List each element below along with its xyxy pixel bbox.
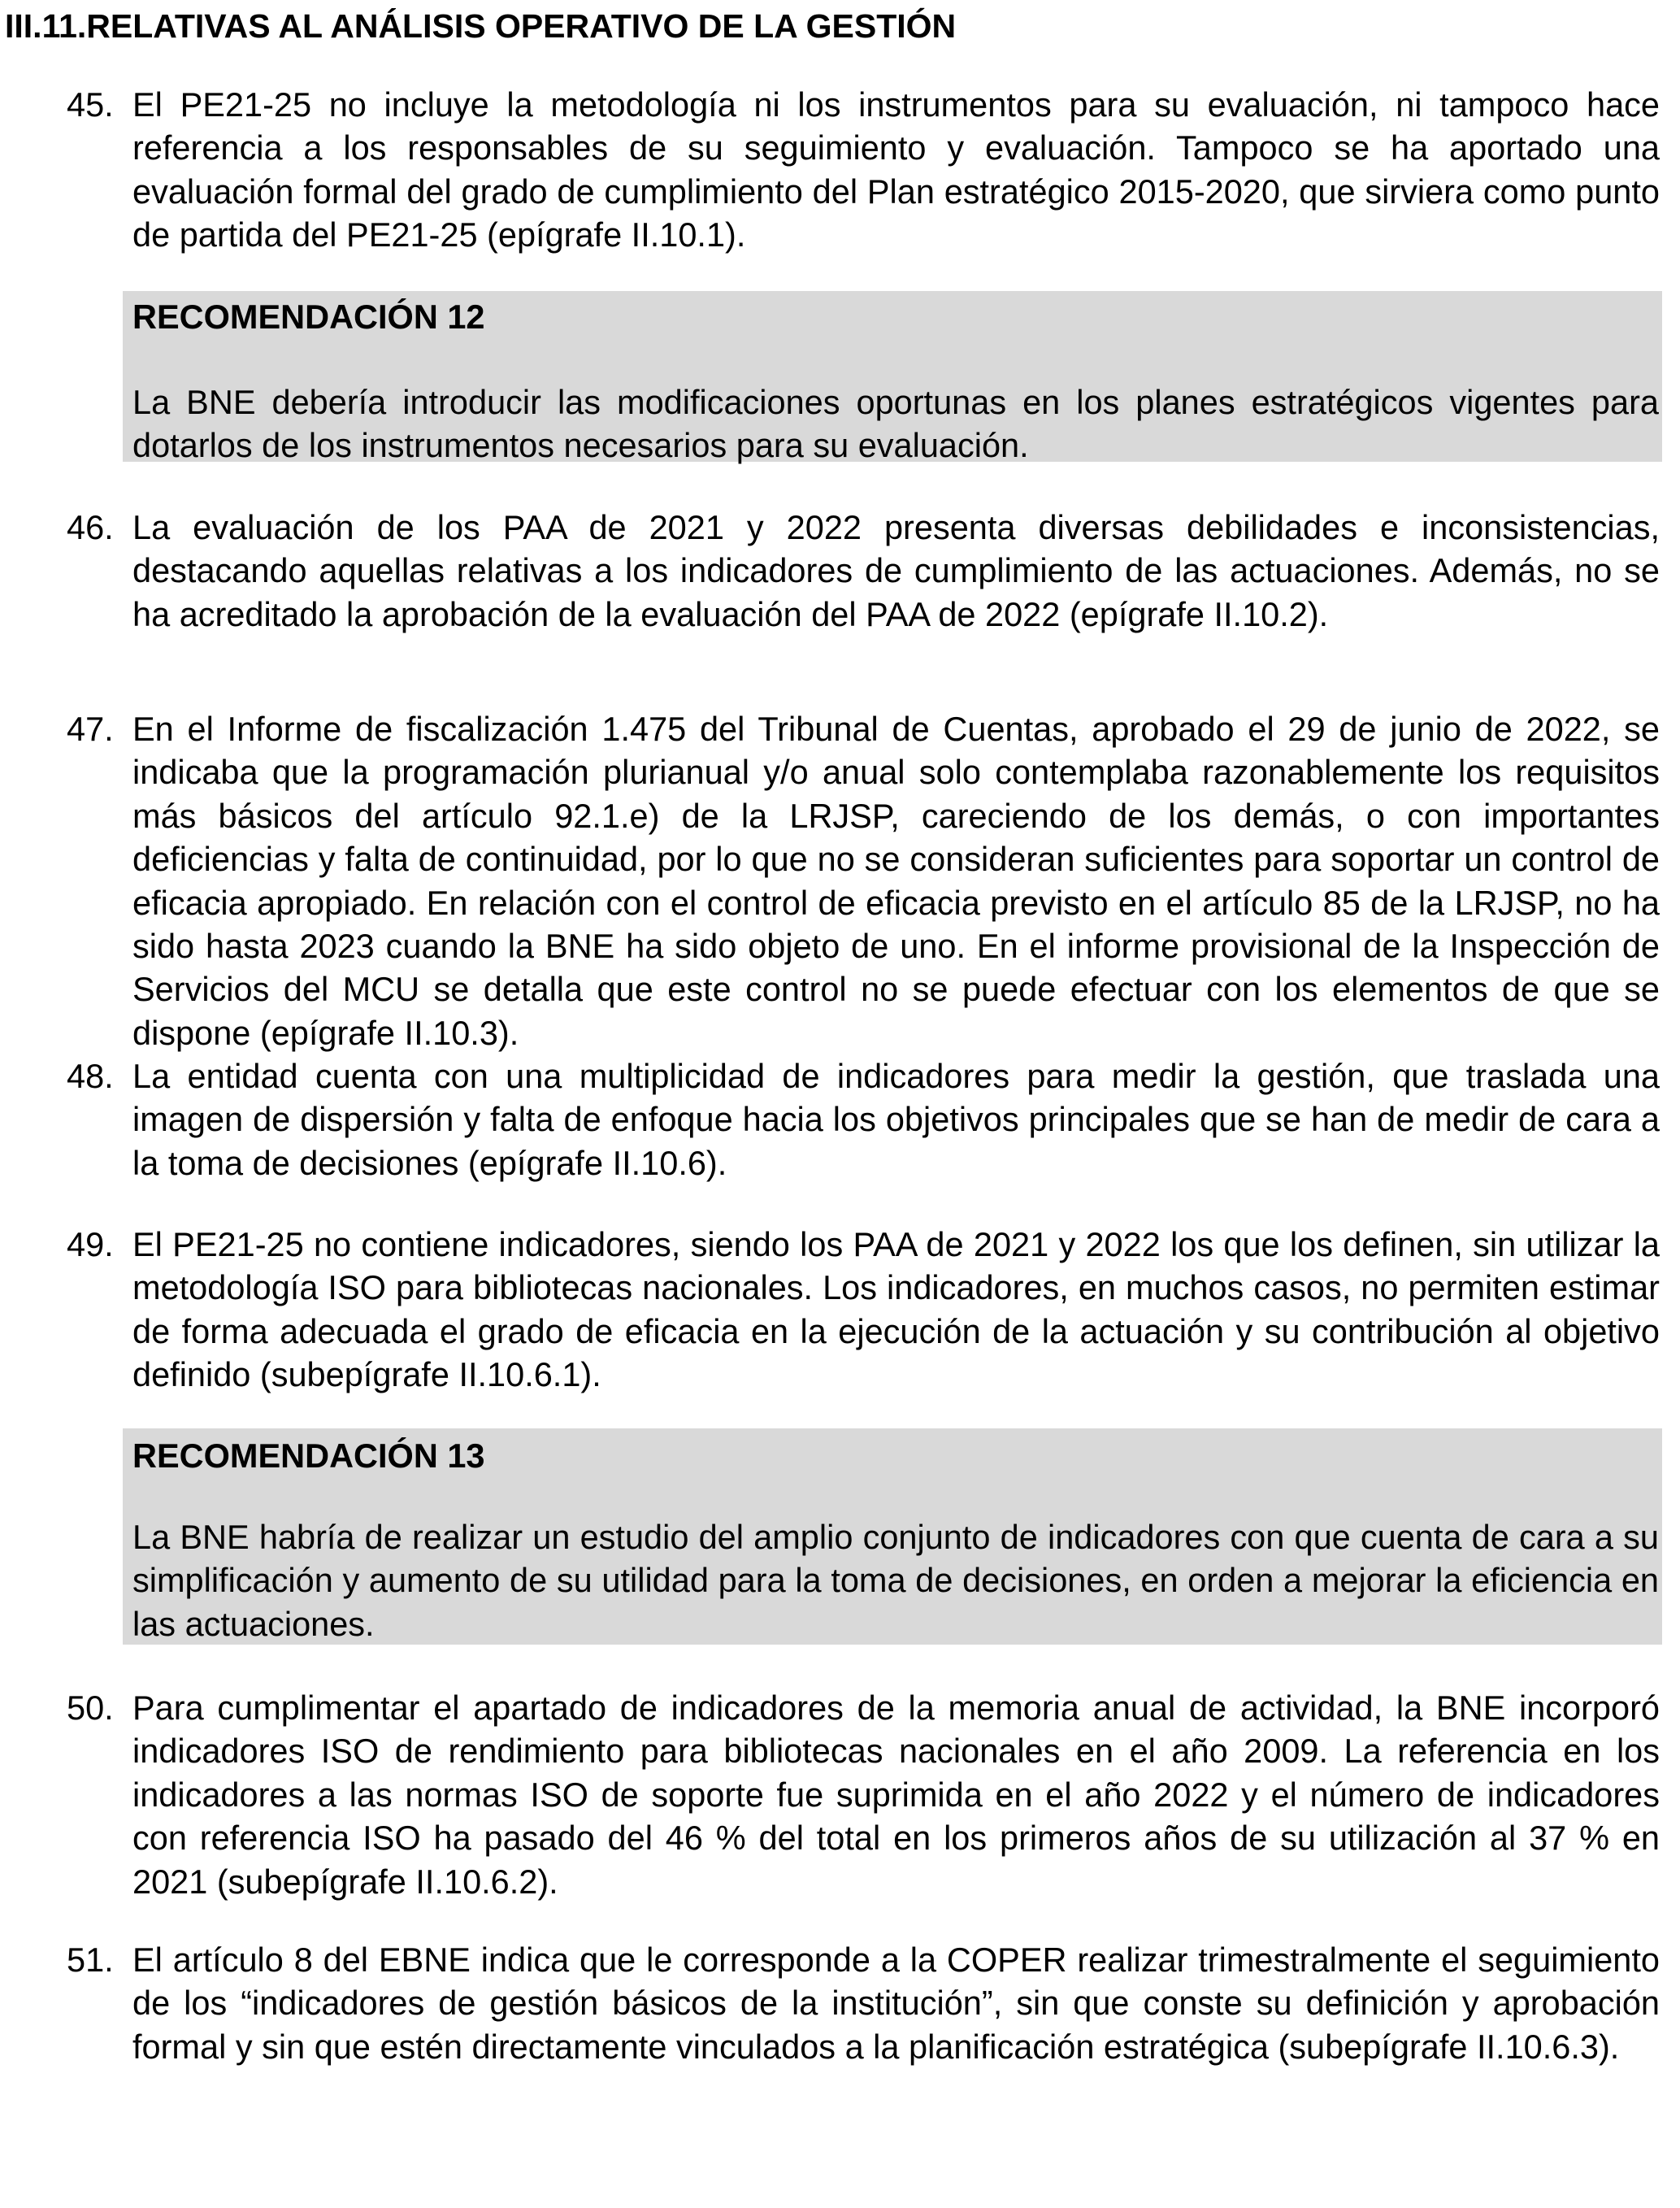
paragraph-number: 50.: [67, 1689, 114, 1727]
paragraph-text: La evaluación de los PAA de 2021 y 2022 presenta diversas debilidades e inconsistencias, destacando aquellas relativas a los indicadores de cumplimiento de las actuaciones. Además, no se ha acreditado la aprobación de la evaluación del PAA de 2022 (epígrafe II.10.2).: [132, 508, 1660, 633]
paragraph-number: 47.: [67, 710, 114, 748]
paragraph-text: El PE21-25 no incluye la metodología ni los instrumentos para su evaluación, ni tampoco hace referencia a los responsables de su seguimiento y evaluación. Tampoco se ha aportado una evaluación formal del grado de cumplimiento del Plan estratégico 2015-2020, que sirviera como punto de partida del PE21-25 (epígrafe II.10.1).: [132, 85, 1660, 254]
paragraph-49: [67, 1223, 1660, 1397]
paragraph-text: La entidad cuenta con una multiplicidad de indicadores para medir la gestión, que traslada una imagen de dispersión y falta de enfoque hacia los objetivos principales que se han de medir de cara a la toma de decisiones (epígrafe II.10.6).: [132, 1057, 1660, 1182]
paragraph-46: [67, 506, 1660, 636]
recommendation-text: La BNE habría de realizar un estudio del amplio conjunto de indicadores con que cuenta de cara a su simplificación y aumento de su utilidad para la toma de decisiones, en orden a mejorar la eficiencia en las actuaciones.: [132, 1518, 1659, 1643]
paragraph-text: El PE21-25 no contiene indicadores, siendo los PAA de 2021 y 2022 los que los definen, sin utilizar la metodología ISO para bibliotecas nacionales. Los indicadores, en muchos casos, no permiten estimar de forma adecuada el grado de eficacia en la ejecución de la actuación y su contribución al objetivo definido (subepígrafe II.10.6.1).: [132, 1225, 1660, 1394]
paragraph-number: 49.: [67, 1225, 114, 1263]
paragraph-45: [67, 83, 1660, 257]
paragraph-text: Para cumplimentar el apartado de indicadores de la memoria anual de actividad, la BNE incorporó indicadores ISO de rendimiento para bibliotecas nacionales en el año 2009. La referencia en los indicadores a las normas ISO de soporte fue suprimida en el año 2022 y el número de indicadores con referencia ISO ha pasado del 46 % del total en los primeros años de su utilización al 37 % en 2021 (subepígrafe II.10.6.2).: [132, 1689, 1660, 1901]
recommendation-title: RECOMENDACIÓN 12: [132, 298, 485, 336]
recommendation-12-box: [123, 291, 1662, 465]
paragraph-48: [67, 1054, 1660, 1184]
paragraph-number: 48.: [67, 1057, 114, 1095]
paragraph-51: [67, 1938, 1660, 2068]
recommendation-title: RECOMENDACIÓN 13: [132, 1437, 485, 1475]
paragraph-text: En el Informe de fiscalización 1.475 del Tribunal de Cuentas, aprobado el 29 de junio de 2022, se indicaba que la programación plurianual y/o anual solo contemplaba razonablemente los requisitos más básicos del artículo 92.1.e) de la LRJSP, careciendo de los demás, o con importantes deficiencias y falta de continuidad, por lo que no se consideran suficientes para soportar un control de eficacia apropiado. En relación con el control de eficacia previsto en el artículo 85 de la LRJSP, no ha sido hasta 2023 cuando la BNE ha sido objeto de uno. En el informe provisional de la Inspección de Servicios del MCU se detalla que este control no se puede efectuar con los elementos de que se dispone (epígrafe II.10.3).: [132, 710, 1660, 1052]
paragraph-number: 45.: [67, 85, 114, 124]
paragraph-number: 46.: [67, 508, 114, 546]
recommendation-text: La BNE debería introducir las modificaciones oportunas en los planes estratégicos vigentes para dotarlos de los instrumentos necesarios para su evaluación.: [132, 383, 1659, 465]
recommendation-13-box: [123, 1428, 1662, 1645]
paragraph-50: [67, 1686, 1660, 1903]
paragraph-text: El artículo 8 del EBNE indica que le corresponde a la COPER realizar trimestralmente el seguimiento de los “indicadores de gestión básicos de la institución”, sin que conste su definición y aprobación formal y sin que estén directamente vinculados a la planificación estratégica (subepígrafe II.10.6.3).: [132, 1941, 1660, 2066]
paragraph-number: 51.: [67, 1941, 114, 1979]
paragraph-47: [67, 707, 1660, 1054]
section-heading: III.11.RELATIVAS AL ANÁLISIS OPERATIVO DE LA GESTIÓN: [5, 7, 957, 45]
